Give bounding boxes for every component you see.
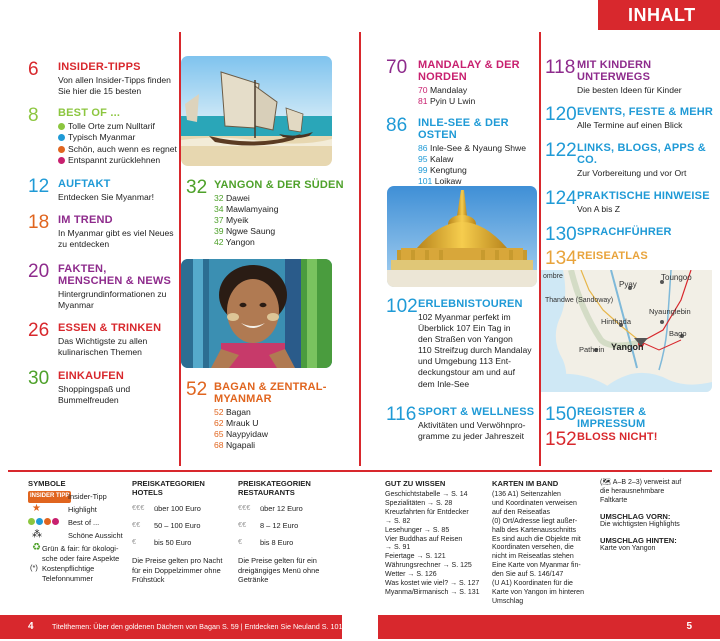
- toc-title: IM TREND: [58, 214, 113, 226]
- view-icon: ⁂: [32, 529, 42, 540]
- toc-sub-entry[interactable]: 34 Mawlamyaing: [214, 204, 279, 215]
- toc-desc-line: Die besten Ideen für Kinder: [577, 85, 682, 95]
- toc-title: AUFTAKT: [58, 178, 111, 190]
- toc-title: FAKTEN, MENSCHEN & NEWS: [58, 263, 172, 287]
- tour-line: 102 Myanmar perfekt im: [418, 312, 511, 322]
- toc-sub-entry[interactable]: 39 Ngwe Saung: [214, 226, 276, 237]
- page-number-left: 4: [28, 621, 34, 632]
- toc-title: EVENTS, FESTE & MEHR: [577, 106, 714, 118]
- toc-page-number: 150: [545, 404, 577, 425]
- page-title: INHALT: [628, 5, 696, 25]
- green-dot-icon: [58, 123, 65, 130]
- page-number-right: 5: [686, 621, 692, 632]
- phone-cost-icon: (*): [30, 563, 38, 572]
- toc-sub-entry[interactable]: 68 Ngapali: [214, 440, 256, 451]
- toc-sub-entry[interactable]: 95 Kalaw: [418, 154, 454, 165]
- map-label: Pathein: [579, 345, 605, 354]
- legend-heading: UMSCHLAG VORN:: [600, 511, 671, 521]
- toc-sub-entry[interactable]: 42 Yangon: [214, 237, 255, 248]
- legend-hotels: PREISKATEGORIEN HOTELS €€€ über 100 Euro €€ 50 – 100 Euro € bis 50 Euro Die Preise gelten pro Nacht für ein Doppelzimmer ohne Frühstück: [132, 479, 232, 585]
- toc-title: REGISTER & IMPRESSUM: [577, 406, 647, 430]
- toc-page-number: 134: [545, 248, 577, 269]
- toc-title: BEST OF ...: [58, 107, 121, 119]
- price-symbol: €: [132, 537, 137, 546]
- toc-title: INSIDER-TIPPS: [58, 61, 141, 73]
- toc-title: BLOSS NICHT!: [577, 431, 658, 443]
- toc-sub-entry[interactable]: 70 Mandalay: [418, 85, 468, 95]
- toc-page-number: 118: [545, 57, 576, 78]
- toc-desc-line: kulinarischen Themen: [58, 347, 142, 358]
- toc-page-number: 12: [28, 176, 50, 197]
- pink-dot-icon: [58, 157, 65, 164]
- toc-title: MIT KINDERN UNTERWEGS: [577, 59, 652, 83]
- legend-faltkarte: (🗺 A–B 2–3) verweist auf die herausnehmbare Faltkarte UMSCHLAG VORN: Die wichtigsten Highlights UMSCHLAG HINTEN: Karte von Yangon: [600, 479, 715, 554]
- tour-line: und Umgebung 113 Ent-: [418, 356, 512, 367]
- toc-page-number: 30: [28, 368, 50, 389]
- toc-title: YANGON & DER SÜDEN: [214, 179, 344, 191]
- map-label: Hinthada: [601, 317, 632, 326]
- tour-line: den Straßen von Yangon: [418, 334, 513, 345]
- toc-desc-line: Bummelfreuden: [58, 395, 119, 406]
- toc-title: BAGAN & ZENTRAL- MYANMAR: [214, 381, 327, 405]
- legend-heading: SYMBOLE: [28, 479, 66, 488]
- toc-title: ERLEBNISTOUREN: [418, 298, 523, 310]
- toc-desc-line: In Myanmar gibt es viel Neues: [58, 228, 174, 238]
- toc-desc-line: Hintergrundinformationen zu: [58, 289, 167, 299]
- toc-sub-entry[interactable]: 86 Inle-See & Nyaung Shwe: [418, 143, 526, 153]
- best-of-item: Tolle Orte zum Nulltarif: [58, 121, 177, 132]
- toc-page-number: 122: [545, 140, 577, 161]
- toc-desc-line: gramme zu jeder Jahreszeit: [418, 431, 525, 442]
- toc-title: LINKS, BLOGS, APPS & CO.: [577, 142, 706, 166]
- toc-sub-entry[interactable]: 62 Mrauk U: [214, 418, 259, 429]
- price-symbol: €€€: [132, 503, 145, 512]
- best-of-item: Schön, auch wenn es regnet: [58, 144, 177, 155]
- legend-heading: UMSCHLAG HINTEN:: [600, 535, 677, 545]
- tour-line: Überblick 107 Ein Tag in: [418, 323, 511, 334]
- toc-title: EINKAUFEN: [58, 370, 124, 382]
- legend-divider: [8, 470, 712, 472]
- toc-desc-line: Alle Termine auf einen Blick: [577, 120, 683, 130]
- toc-page-number: 20: [28, 261, 50, 282]
- best-of-dots-icon: [28, 517, 62, 527]
- legend-heading: PREISKATEGORIEN HOTELS: [132, 479, 205, 497]
- toc-page-number: 130: [545, 224, 577, 245]
- toc-sub-entry[interactable]: 32 Dawei: [214, 193, 250, 203]
- toc-sub-entry[interactable]: 37 Myeik: [214, 215, 249, 226]
- best-of-item: Entspannt zurücklehnen: [58, 155, 177, 166]
- page-title-tab: [598, 0, 720, 30]
- toc-desc-line: Myanmar: [58, 300, 94, 311]
- insider-tipp-icon: INSIDER TIPP: [28, 491, 71, 503]
- tour-line: 110 Streifzug durch Mandalay: [418, 345, 532, 356]
- star-icon: ★: [32, 503, 41, 514]
- blue-dot-icon: [58, 134, 65, 141]
- legend-heading: GUT ZU WISSEN: [385, 479, 446, 488]
- legend-restaurants: PREISKATEGORIEN RESTAURANTS €€€ über 12 Euro €€ 8 – 12 Euro € bis 8 Euro Die Preise gelten für ein dreigängiges Menü ohne Getränke: [238, 479, 338, 585]
- column-divider-2: [359, 32, 361, 466]
- toc-page-number: 6: [28, 59, 39, 80]
- toc-page-number: 116: [386, 404, 417, 425]
- toc-title: SPRACHFÜHRER: [577, 226, 672, 238]
- toc-sub-entry[interactable]: 99 Kengtung: [418, 165, 467, 176]
- photo-sailing-boats: [181, 56, 332, 166]
- tour-line: deckungstour am und auf: [418, 367, 515, 378]
- toc-sub-entry[interactable]: 101 Loikaw: [418, 176, 462, 187]
- map-thumbnail: [541, 270, 712, 392]
- green-fair-icon: ♻: [32, 542, 41, 553]
- toc-title: REISEATLAS: [577, 250, 648, 262]
- legend-gut-zu-wissen: GUT ZU WISSEN Geschichtstabelle → S. 14 Spezialitäten → S. 28 Kreuzfahrten für Entdecker → S. 82 Lesehunger → S. 85 Vier Buddhas auf Reisen → S. 91 Feiertage → S. 121 Währungsrechner → S. 125 Wetter → S. 126 Was kostet wie viel? → S. 127 Myanma/Birmanisch → S. 131: [385, 479, 490, 598]
- toc-page-number: 120: [545, 104, 577, 125]
- toc-desc-line: Von A bis Z: [577, 204, 620, 214]
- photo-girl-portrait: [181, 259, 332, 368]
- map-label: ombre: [543, 273, 563, 280]
- toc-title: MANDALAY & DER NORDEN: [418, 59, 520, 83]
- toc-sub-entry[interactable]: 52 Bagan: [214, 407, 251, 417]
- toc-desc-line: Von allen Insider-Tipps finden: [58, 75, 171, 85]
- map-label: Bago: [669, 329, 687, 338]
- toc-title: PRAKTISCHE HINWEISE: [577, 190, 710, 202]
- toc-page-number: 52: [186, 379, 208, 400]
- price-symbol: €€€: [238, 503, 251, 512]
- toc-desc-line: zu entdecken: [58, 239, 110, 250]
- toc-page-number: 102: [386, 296, 418, 317]
- toc-page-number: 152: [545, 429, 577, 450]
- toc-desc-line: Das Wichtigste zu allen: [58, 336, 148, 346]
- tour-line: dem Inle-See: [418, 378, 470, 389]
- best-of-item: Typisch Myanmar: [58, 132, 177, 143]
- toc-desc-line: Aktivitäten und Verwöhnpro-: [418, 420, 526, 430]
- legend-karten: KARTEN IM BAND (136 A1) Seitenzahlen und Koordinaten verweisen auf den Reiseatlas (0) Ort/Adresse liegt außer- halb des Kartenausschnitts Es sind auch die Objekte mit Koordinaten versehen, die nicht im Reiseatlas stehen Eine Karte von Myanmar fin- den Sie auf S. 146/147 (U A1) Koordinaten für die Karte von Yangon im hinteren Umschlag: [492, 479, 597, 607]
- map-label: Pyay: [619, 280, 637, 289]
- toc-page-number: 86: [386, 115, 408, 136]
- footer-title-themes: Titelthemen: Über den goldenen Dächern von Bagan S. 59 | Entdecken Sie Neuland S. 101: [52, 622, 343, 631]
- toc-sub-entry[interactable]: 81 Pyin U Lwin: [418, 96, 476, 107]
- toc-desc-line: Sie hier die 15 besten: [58, 86, 142, 97]
- toc-page-number: 26: [28, 320, 50, 341]
- toc-sub-entry[interactable]: 65 Naypyidaw: [214, 429, 268, 440]
- toc-title: ESSEN & TRINKEN: [58, 322, 162, 334]
- photo-golden-pagoda: [387, 186, 537, 287]
- toc-desc-line: Entdecken Sie Myanmar!: [58, 192, 155, 202]
- map-label-yangon: Yangon: [611, 342, 644, 352]
- price-symbol: €: [238, 537, 243, 546]
- toc-title: SPORT & WELLNESS: [418, 406, 535, 418]
- legend-heading: PREISKATEGORIEN RESTAURANTS: [238, 479, 311, 497]
- map-label: Nyaunglebin: [649, 307, 691, 316]
- toc-desc-line: Zur Vorbereitung und vor Ort: [577, 168, 687, 178]
- toc-title: INLE-SEE & DER OSTEN: [418, 117, 509, 141]
- legend-heading: KARTEN IM BAND: [492, 479, 559, 488]
- toc-desc-line: Shoppingspaß und: [58, 384, 131, 394]
- footer-right: [378, 615, 720, 639]
- toc-page-number: 70: [386, 57, 408, 78]
- toc-page-number: 32: [186, 177, 208, 198]
- column-divider-3: [539, 32, 541, 466]
- map-label: Thandwe (Sandoway): [545, 297, 614, 304]
- price-symbol: €€: [132, 520, 141, 529]
- toc-page-number: 8: [28, 105, 39, 126]
- toc-page-number: 124: [545, 188, 577, 209]
- map-label: Toungoo: [661, 273, 692, 282]
- orange-dot-icon: [58, 146, 65, 153]
- price-symbol: €€: [238, 520, 247, 529]
- footer-left: [0, 615, 342, 639]
- legend-symbole: SYMBOLE INSIDER TIPP Insider-Tipp ★ Highlight Best of ... ⁂ Schöne Aussicht ♻ Grün & fair: für ökologi- sche oder faire Aspekte (*) Kostenpflichtige Telefonnummer: [28, 479, 128, 583]
- toc-page-number: 18: [28, 212, 50, 233]
